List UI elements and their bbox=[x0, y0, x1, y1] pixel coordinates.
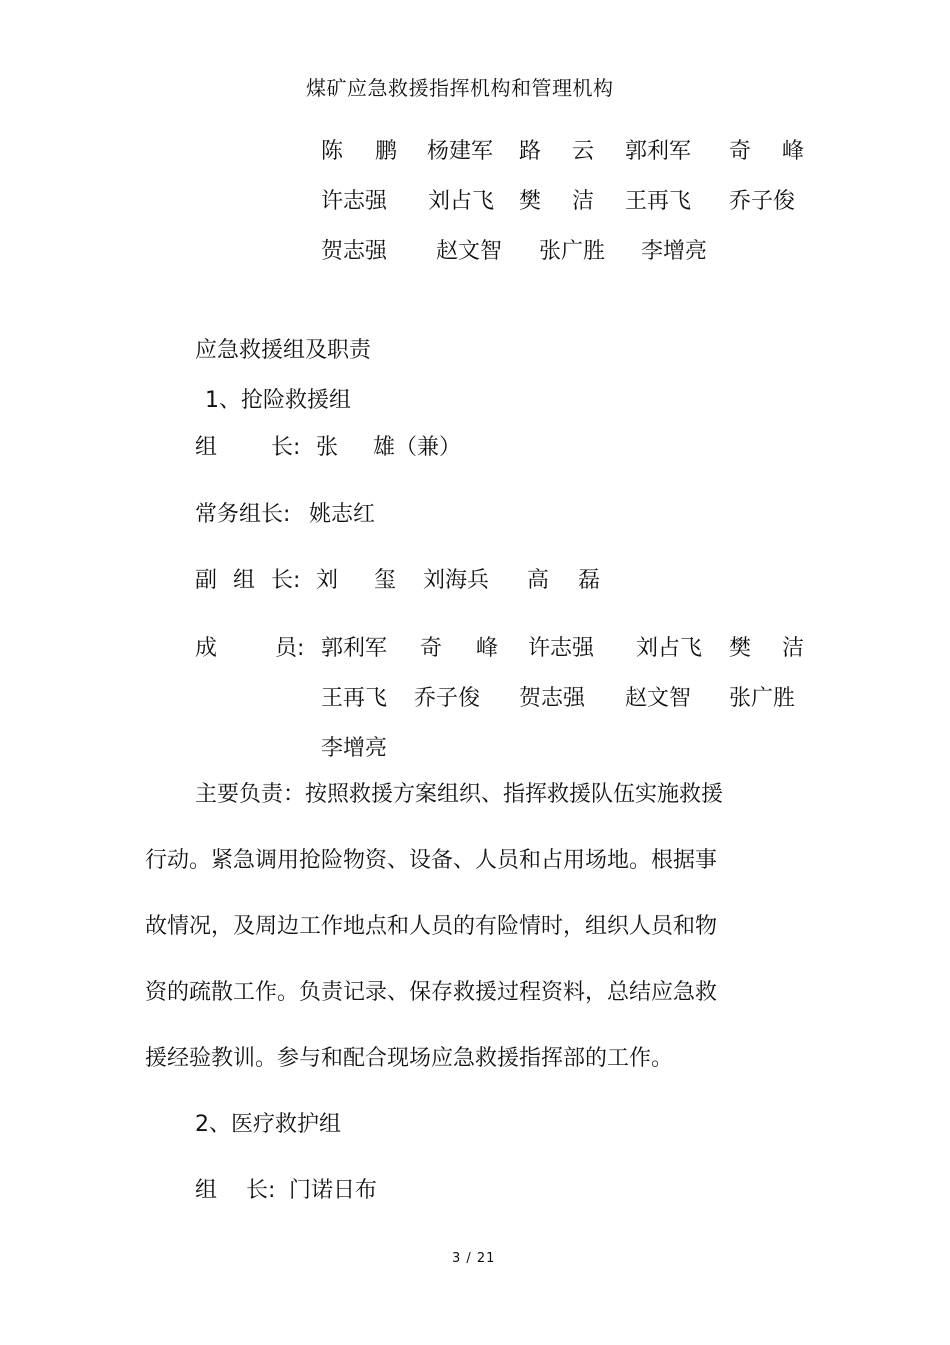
duty-line: 行动。紧急调用抢险物资、设备、人员和占用场地。根据事 bbox=[145, 848, 718, 873]
name: 玺 bbox=[374, 568, 397, 593]
deputy-label: 组 bbox=[233, 568, 256, 593]
name: 奇 bbox=[729, 139, 752, 164]
members-label: 成 bbox=[195, 636, 218, 661]
name: 郭利军 bbox=[625, 139, 692, 164]
name: 刘海兵 bbox=[423, 568, 490, 593]
leader-label: 长: bbox=[246, 1178, 276, 1203]
name: 峰 bbox=[476, 636, 499, 661]
name: 刘 bbox=[316, 568, 339, 593]
page-number: 3 / 21 bbox=[452, 1251, 496, 1266]
name: 乔子俊 bbox=[414, 686, 481, 711]
deputy-label: 副 bbox=[195, 568, 218, 593]
name: 赵文智 bbox=[625, 686, 692, 711]
name: 许志强 bbox=[528, 636, 595, 661]
members-label: 员: bbox=[275, 636, 305, 661]
name: 樊 bbox=[729, 636, 752, 661]
name: 刘占飞 bbox=[428, 189, 495, 214]
name: 李增亮 bbox=[641, 239, 708, 264]
name: 峰 bbox=[782, 139, 805, 164]
name: 陈 bbox=[321, 139, 344, 164]
name: 樊 bbox=[519, 189, 542, 214]
name: 李增亮 bbox=[321, 736, 388, 761]
name: 贺志强 bbox=[321, 239, 388, 264]
leader-label: 组 bbox=[195, 435, 218, 460]
name: 郭利军 bbox=[321, 636, 388, 661]
name: 杨建军 bbox=[427, 139, 494, 164]
name: 张广胜 bbox=[729, 686, 796, 711]
name: 云 bbox=[572, 139, 595, 164]
name: 磊 bbox=[578, 568, 601, 593]
exec-leader-value: 姚志红 bbox=[309, 502, 376, 527]
name: 路 bbox=[519, 139, 542, 164]
duty-line: 资的疏散工作。负责记录、保存救援过程资料，总结应急救 bbox=[145, 980, 718, 1005]
leader-value: 张 bbox=[316, 435, 339, 460]
name: 王再飞 bbox=[321, 686, 388, 711]
leader-value: 门诺日布 bbox=[289, 1178, 378, 1203]
name: 高 bbox=[527, 568, 550, 593]
duty-line: 援经验教训。参与和配合现场应急救援指挥部的工作。 bbox=[145, 1046, 674, 1071]
leader-value: 雄（兼） bbox=[373, 435, 462, 460]
name: 王再飞 bbox=[625, 189, 692, 214]
exec-leader-label: 常务组长: bbox=[195, 502, 291, 527]
name: 奇 bbox=[420, 636, 443, 661]
leader-label: 长: bbox=[271, 435, 301, 460]
name: 鹏 bbox=[375, 139, 398, 164]
name: 张广胜 bbox=[539, 239, 606, 264]
section-title: 应急救援组及职责 bbox=[195, 338, 372, 363]
name: 洁 bbox=[782, 636, 805, 661]
deputy-label: 长: bbox=[271, 568, 301, 593]
name: 贺志强 bbox=[519, 686, 586, 711]
duty-line: 主要负责：按照救援方案组织、指挥救援队伍实施救援 bbox=[195, 782, 724, 807]
name: 乔子俊 bbox=[729, 189, 796, 214]
group-title: 1、抢险救援组 bbox=[205, 388, 351, 413]
page-header: 煤矿应急救援指挥机构和管理机构 bbox=[306, 76, 614, 100]
leader-label: 组 bbox=[195, 1178, 218, 1203]
name: 赵文智 bbox=[436, 239, 503, 264]
group-title: 2、医疗救护组 bbox=[195, 1112, 341, 1137]
name: 许志强 bbox=[321, 189, 388, 214]
name: 洁 bbox=[572, 189, 595, 214]
duty-line: 故情况，及周边工作地点和人员的有险情时，组织人员和物 bbox=[145, 914, 718, 939]
name: 刘占飞 bbox=[636, 636, 703, 661]
